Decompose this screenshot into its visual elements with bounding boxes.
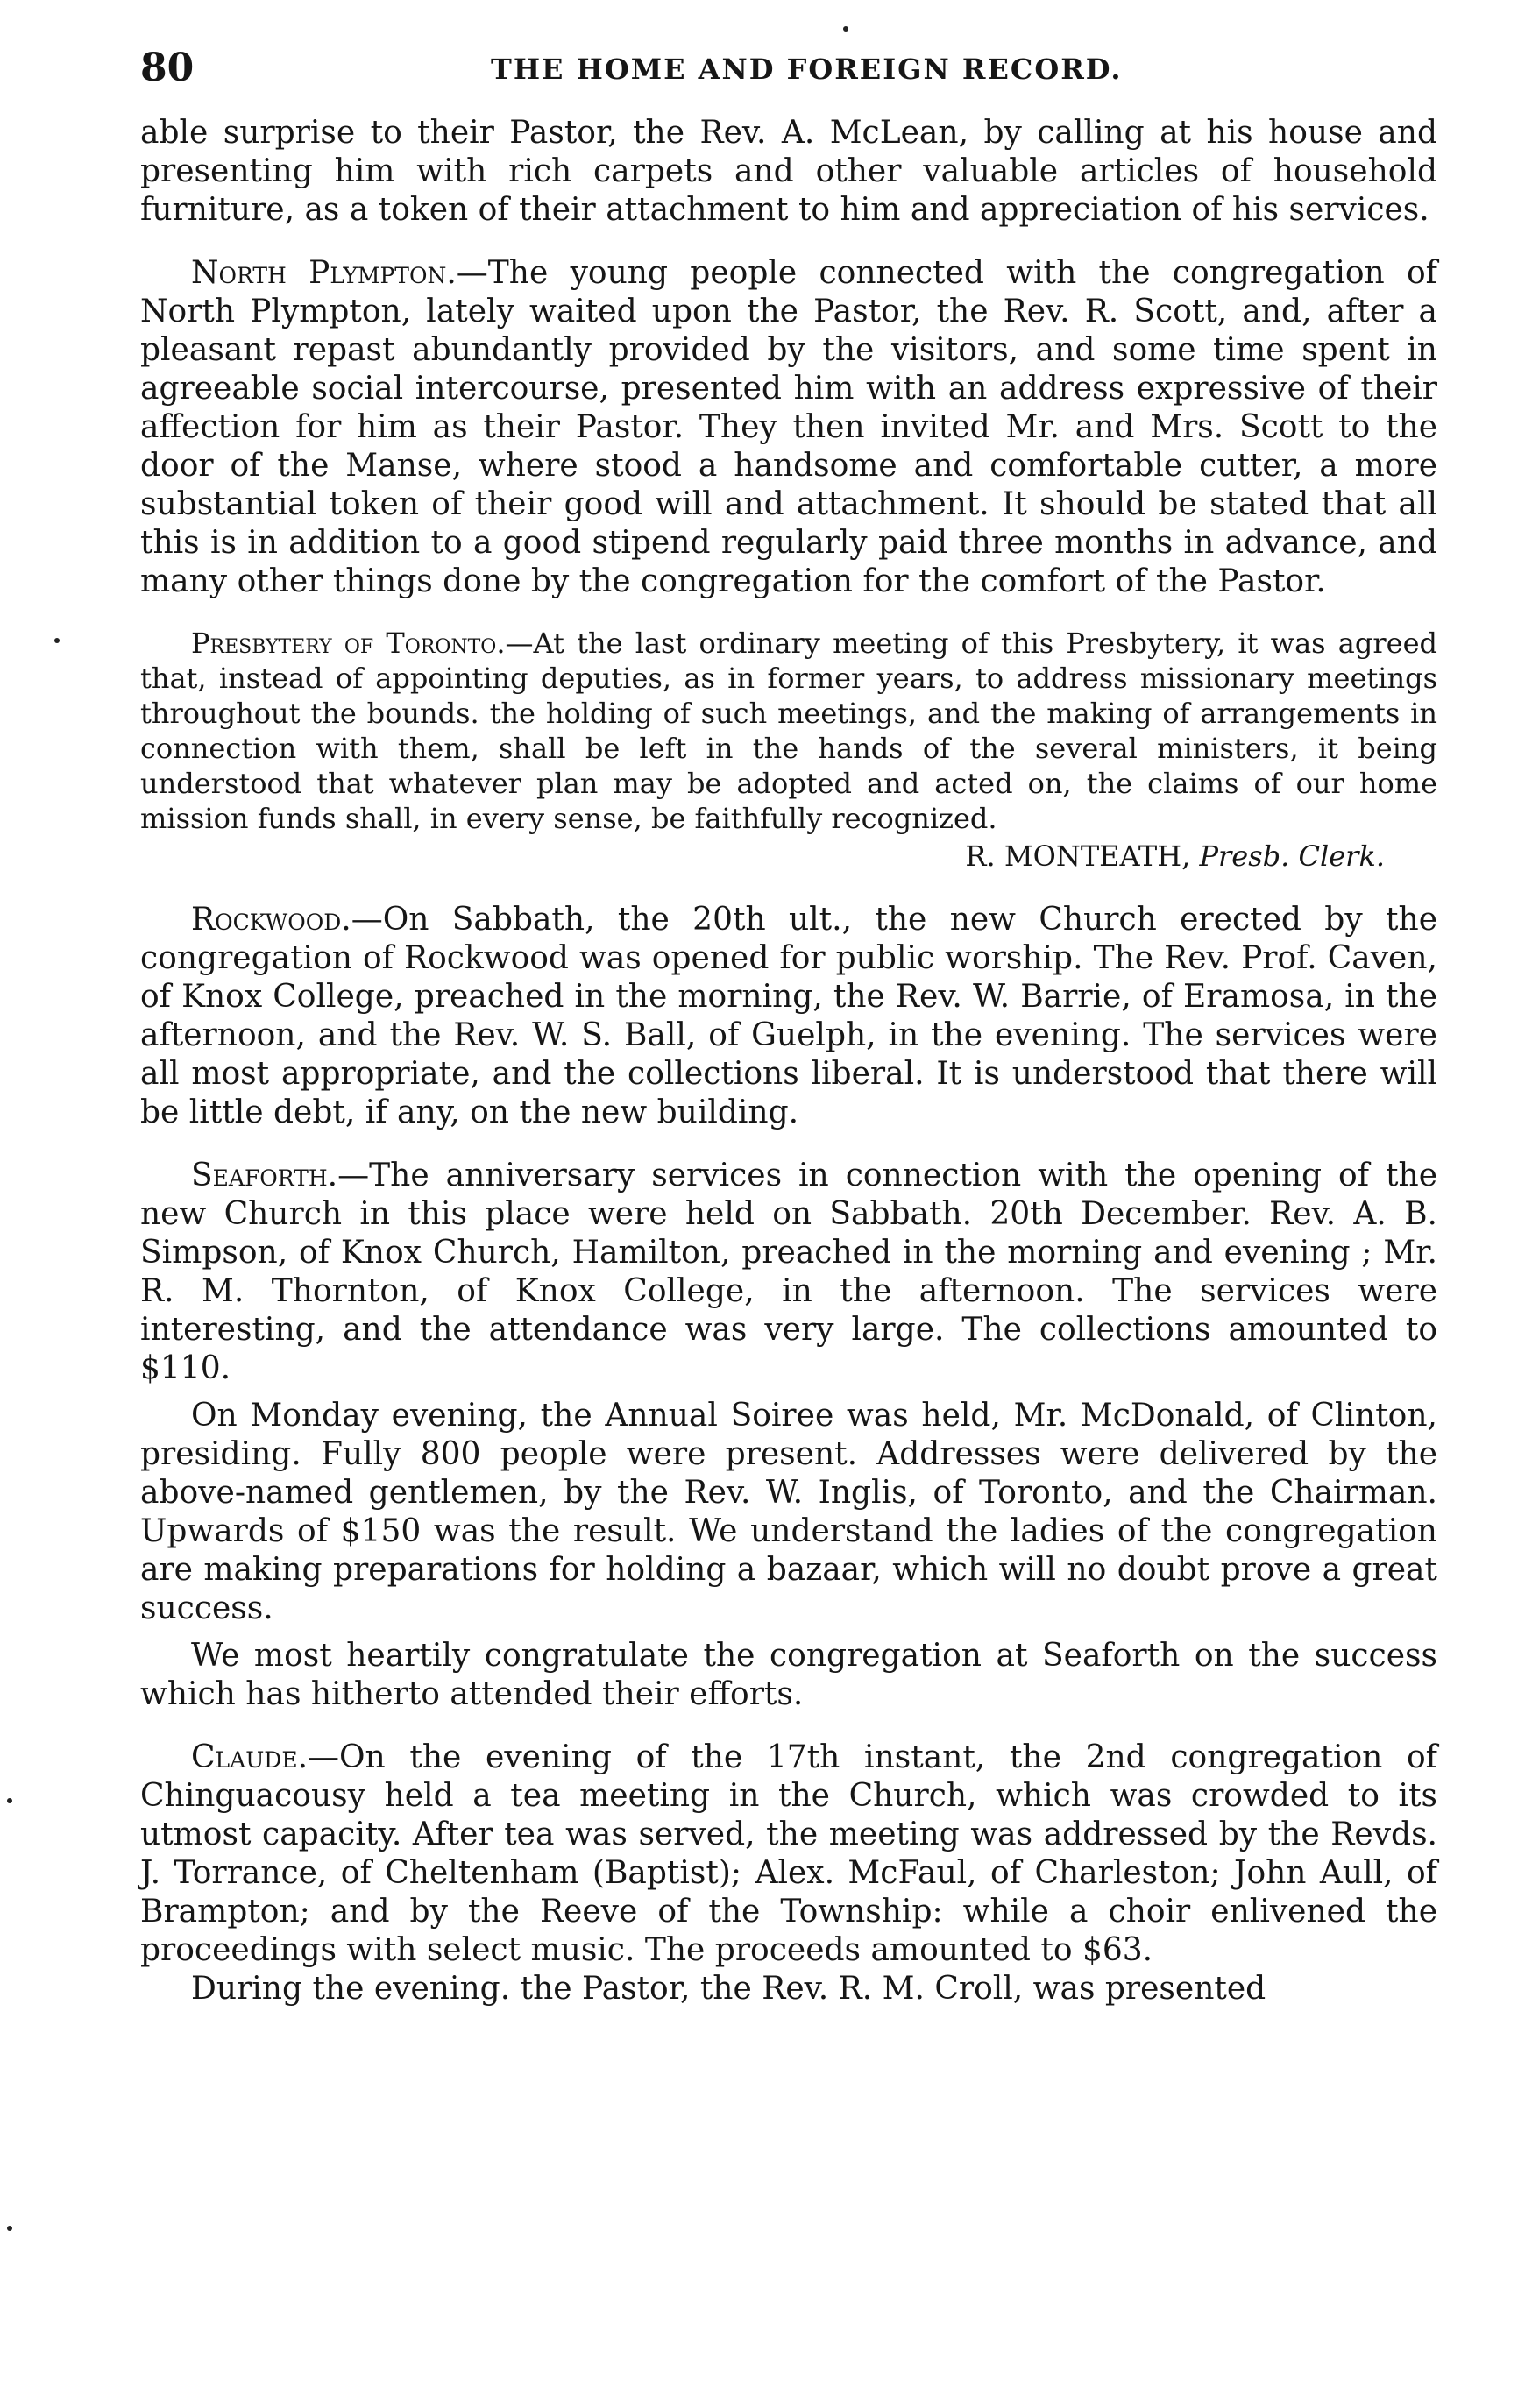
article-heading: Seaforth. — [191, 1158, 338, 1193]
article-heading: North Plympton. — [191, 255, 457, 291]
section-gap — [140, 601, 1437, 626]
section-gap — [140, 1132, 1437, 1157]
signature-name: R. MONTEATH, — [965, 839, 1191, 873]
running-title: THE HOME AND FOREIGN RECORD. — [491, 53, 1123, 86]
page — [140, 35, 1437, 2008]
article-paragraph — [140, 1739, 1437, 1970]
signature — [140, 836, 1437, 876]
article-seaforth — [140, 1157, 1437, 1714]
article-north-plympton — [140, 254, 1437, 601]
article-paragraph — [140, 626, 1437, 836]
article-heading: Presbytery of Toronto. — [191, 627, 506, 660]
ink-mark — [7, 2226, 12, 2231]
article-presbytery-toronto — [140, 626, 1437, 876]
article-text: able surprise to their Pastor, the Rev. A. McLean, by calling at his house and presenting him with rich carpets and other valuable articles of household furniture, as a token of their attachment to him and appreciation of his services. — [140, 115, 1437, 228]
ink-mark — [7, 1798, 12, 1803]
ink-mark — [54, 638, 60, 643]
page-header — [140, 35, 1437, 114]
article-paragraph — [140, 901, 1437, 1132]
article-heading: Claude. — [191, 1739, 309, 1775]
article-rockwood — [140, 901, 1437, 1132]
article-paragraph: During the evening. the Pastor, the Rev. R. M. Croll, was presented — [191, 1971, 1266, 2007]
article-text: —On the evening of the 17th instant, the 2nd congregation of Chinguacousy held a tea meeting in the Church, which was crowded to its utmost capacity. After tea was served, the meeting was addressed by the Revds. J. Torrance, of Cheltenham (Baptist); Alex. McFaul, of Charleston; John Aull, of Brampton; and by the Reeve of the Township: while a choir enlivened the proceedings with select music. The proceeds amounted to $63. — [140, 1739, 1437, 1968]
article-heading: Rockwood. — [191, 902, 351, 938]
signature-title: Presb. Clerk. — [1199, 839, 1385, 873]
article-paragraph: We most heartily congratulate the congregation at Seaforth on the success which has hitherto attended their efforts. — [140, 1638, 1437, 1712]
article-text: —At the last ordinary meeting of this Presbytery, it was agreed that, instead of appointing deputies, as in former years, to address missionary meetings throughout the bounds. the holding of such meetings, and the making of arrangements in connection with them, shall be left in the hands of the several ministers, it being understood that whatever plan may be adopted and acted on, the claims of our home mission funds shall, in every sense, be faithfully recognized. — [140, 627, 1437, 835]
article-paragraph — [140, 254, 1437, 601]
article-paragraph: On Monday evening, the Annual Soiree was held, Mr. McDonald, of Clinton, presiding. Fully 800 people were present. Addresses were delivered by the above-named gentlemen, by the Rev. W. Inglis, of Toronto, and the Chairman. Upwards of $150 was the result. We understand the ladies of the congregation are making preparations for holding a bazaar, which will no doubt prove a great success. — [140, 1398, 1437, 1626]
article-claude — [140, 1739, 1437, 2008]
article-text: —On Sabbath, the 20th ult., the new Church erected by the congregation of Rockwood was opened for public worship. The Rev. Prof. Caven, of Knox College, preached in the morning, the Rev. W. Barrie, of Eramosa, in the afternoon, and the Rev. W. S. Ball, of Guelph, in the evening. The services were all most appropriate, and the collections liberal. It is understood that there will be little debt, if any, on the new building. — [140, 902, 1437, 1130]
section-gap — [140, 1714, 1437, 1739]
page-number: 80 — [140, 46, 195, 90]
article-text: —The young people connected with the congregation of North Plympton, lately waited upon the Pastor, the Rev. R. Scott, and, after a pleasant repast abundantly provided by the visitors, and some time spent in agreeable social intercourse, presented him with an address expressive of their affection for him as their Pastor. They then invited Mr. and Mrs. Scott to the door of the Manse, where stood a handsome and comfortable cutter, a more substantial token of their good will and attachment. It should be stated that all this is in addition to a good stipend regularly paid three months in advance, and many other things done by the congregation for the comfort of the Pastor. — [140, 255, 1438, 599]
section-gap — [140, 230, 1437, 254]
article-paragraph — [140, 1157, 1437, 1388]
article-text: —The anniversary services in connection with the opening of the new Church in this place were held on Sabbath. 20th December. Rev. A. B. Simpson, of Knox Church, Hamilton, preached in the morning and evening ; Mr. R. M. Thornton, of Knox College, in the afternoon. The services were interesting, and the attendance was very large. The collections amounted to $110. — [140, 1158, 1437, 1386]
section-gap — [140, 876, 1437, 901]
article-continuation — [140, 114, 1437, 230]
ink-mark — [843, 26, 848, 32]
